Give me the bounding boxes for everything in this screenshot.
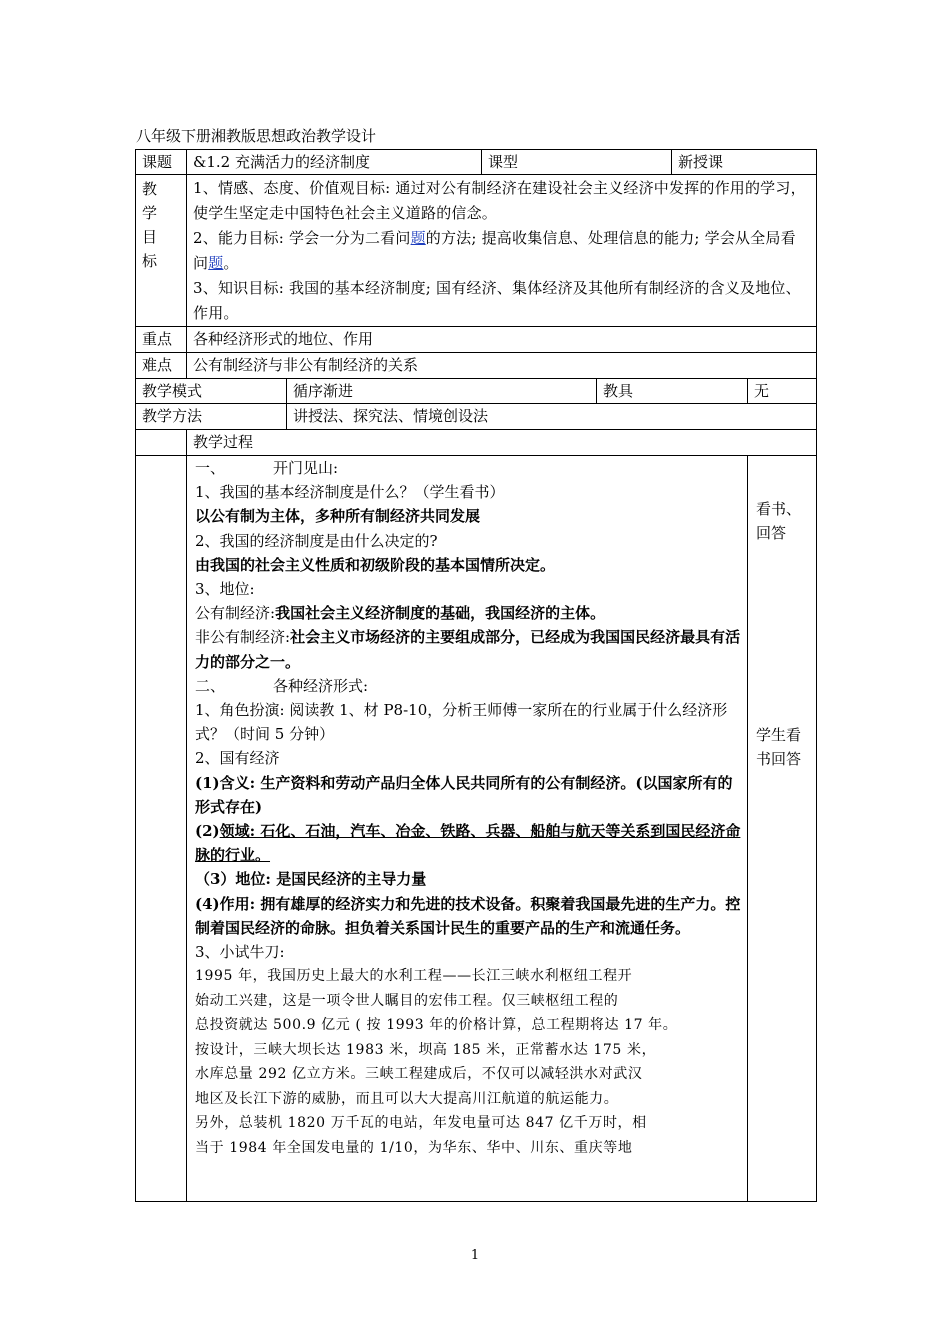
key-point-row [136, 327, 817, 353]
practice-line: 地区及长江下游的威胁，而且可以大大提高川江航道的航运能力。 [195, 1090, 619, 1107]
practice-line: 总投资就达 500.9 亿元 ( 按 1993 年的价格计算，总工程期将达 17 年。 [195, 1017, 678, 1034]
process-content [187, 456, 748, 1202]
practice-line: 另外，总装机 1820 万千瓦的电站，年发电量可达 847 亿千万时，相 [195, 1115, 647, 1132]
lesson-type-label: 课型 [482, 150, 672, 175]
key-point-value: 各种经济形式的地位、作用 [187, 327, 817, 353]
goal-attitude: 1、情感、态度、价值观目标: 通过对公有制经济在建设社会主义经济中发挥的作用的学习，使学生坚定走中国特色社会主义道路的信念。 [193, 179, 806, 222]
section-1-heading: 一、 开门见山: [195, 459, 339, 477]
tools-label: 教具 [597, 379, 672, 404]
goal-knowledge: 3、知识目标: 我国的基本经济制度; 国有经济、集体经济及其他所有制经济的含义及地位、作用。 [193, 279, 801, 322]
practice-heading: 3、小试牛刀: [195, 943, 285, 962]
question-1: 1、我国的基本经济制度是什么？（学生看书） [195, 483, 505, 502]
topic-label: 课题 [136, 150, 187, 175]
section-2-heading: 二、 各种经济形式: [195, 676, 369, 695]
process-row [136, 456, 817, 1202]
goals-label: 教 学 目 标 [136, 175, 187, 327]
student-note-2a: 学生看 [756, 726, 802, 744]
document-title: 八年级下册湘教版思想政治教学设计 [136, 127, 377, 145]
state-economy-status: （3）地位: 是国民经济的主导力量 [195, 870, 427, 889]
student-note-1b: 回答 [756, 524, 787, 542]
process-header-row [136, 430, 817, 456]
key-point-label: 重点 [136, 327, 187, 353]
practice-line: 始动工兴建，这是一项令世人瞩目的宏伟工程。仅三峡枢纽工程的 [195, 992, 619, 1009]
mode-value: 循序渐进 [287, 379, 597, 404]
difficulty-value: 公有制经济与非公有制经济的关系 [187, 353, 817, 379]
student-activity-column [748, 456, 817, 1202]
tools-value: 无 [748, 379, 817, 404]
process-header: 教学过程 [187, 430, 817, 456]
role-play-task: 1、角色扮演: 阅读教 1、材 P8-10，分析王师傅一家所在的行业属于什么经济形式？（时间 5 分钟） [195, 701, 728, 744]
mode-label: 教学模式 [136, 379, 287, 404]
topic-value: &1.2 充满活力的经济制度 [187, 150, 482, 175]
state-economy-heading: 2、国有经济 [195, 749, 280, 768]
public-economy: 公有制经济:我国社会主义经济制度的基础，我国经济的主体。 [195, 604, 606, 623]
lesson-type-value: 新授课 [672, 150, 817, 175]
non-public-economy: 非公有制经济:社会主义市场经济的主要组成部分，已经成为我国国民经济最具有活力的部分之一。 [195, 628, 741, 671]
practice-line: 按设计，三峡大坝长达 1983 米，坝高 185 米，正常蓄水达 175 米， [195, 1041, 657, 1058]
answer-2: 由我国的社会主义性质和初级阶段的基本国情所决定。 [195, 555, 556, 574]
difficulty-row [136, 353, 817, 379]
method-value: 讲授法、探究法、情境创设法 [287, 404, 817, 430]
state-economy-role: (4)作用: 拥有雄厚的经济实力和先进的技术设备。积聚着我国最先进的生产力。控制着国民经济的命脉。担负着关系国计民生的重要产品的生产和流通任务。 [195, 894, 741, 937]
method-label: 教学方法 [136, 404, 287, 430]
page-number: 1 [470, 1248, 480, 1263]
goal-ability: 2、能力目标: 学会一分为二看问题的方法; 提高收集信息、处理信息的能力; 学会从全局看问题。 [193, 229, 796, 272]
question-2: 2、我国的经济制度是由什么决定的? [195, 531, 438, 550]
difficulty-label: 难点 [136, 353, 187, 379]
method-row [136, 404, 817, 430]
question-3: 3、地位: [195, 580, 255, 599]
mode-row [136, 379, 817, 404]
link-topic-2[interactable]: 题 [208, 254, 224, 272]
answer-1: 以公有制为主体，多种所有制经济共同发展 [195, 507, 481, 526]
goals-content [187, 175, 817, 327]
student-note-1a: 看书、 [756, 500, 802, 518]
practice-line: 当于 1984 年全国发电量的 1/10，为华东、华中、川东、重庆等地 [195, 1139, 633, 1156]
lesson-plan-table [135, 149, 817, 1202]
student-note-2b: 书回答 [756, 750, 802, 768]
state-economy-definition: (1)含义: 生产资料和劳动产品归全体人民共同所有的公有制经济。(以国家所有的形式存在) [195, 773, 733, 816]
link-topic[interactable]: 题 [410, 229, 426, 247]
state-economy-fields: (2)领域: 石化、石油，汽车、冶金、铁路、兵器、船舶与航天等关系到国民经济命脉的行业。 [195, 822, 741, 865]
topic-row [136, 150, 817, 175]
practice-line: 水库总量 292 亿立方米。三峡工程建成后，不仅可以减轻洪水对武汉 [195, 1066, 643, 1083]
practice-line: 1995 年，我国历史上最大的水利工程——长江三峡水利枢纽工程开 [195, 968, 633, 985]
goals-row [136, 175, 817, 327]
